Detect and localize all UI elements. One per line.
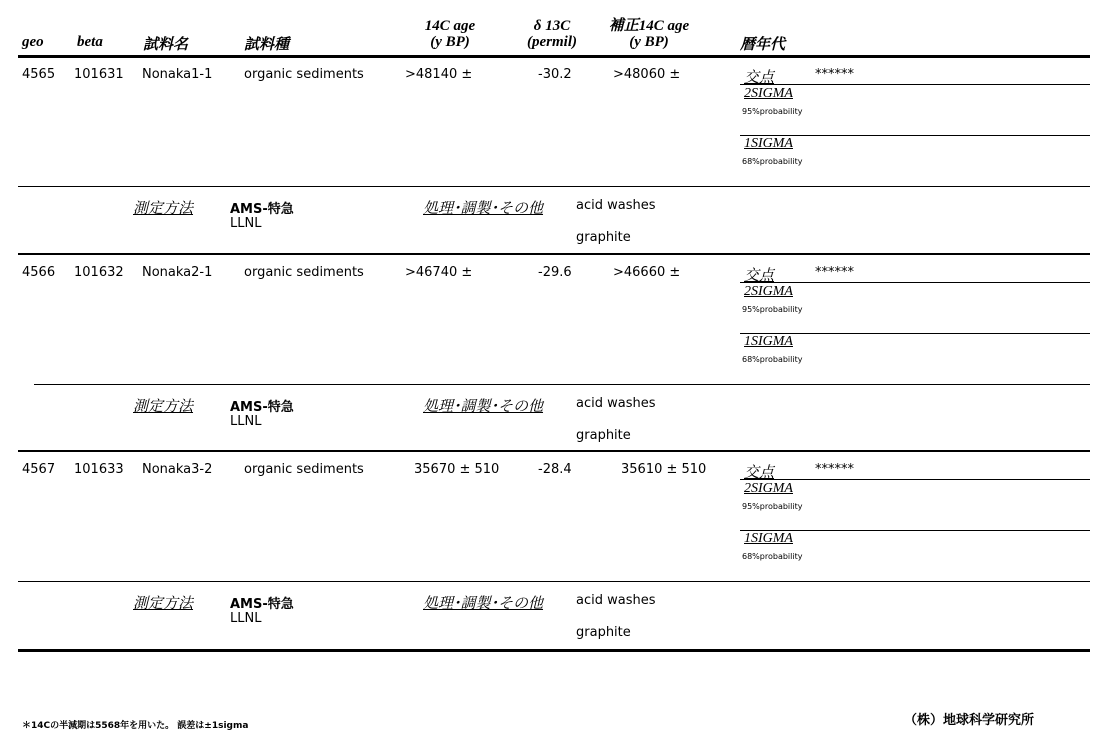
treatment-line1: acid washes <box>576 198 656 213</box>
cell-beta: 101632 <box>74 265 124 280</box>
treatment-label: 処理･調製･その他 <box>423 399 544 415</box>
method-label: 測定方法 <box>133 399 194 415</box>
header-d13c-line2: (permil) <box>527 34 577 50</box>
header-14c-age-line1: 14C age <box>424 18 476 34</box>
cell-14c-age: 35670 ± 510 <box>414 462 500 477</box>
treatment-label: 処理･調製･その他 <box>423 596 544 612</box>
cell-14c-age: >46740 ± <box>405 265 473 280</box>
treatment-label: 処理･調製･その他 <box>423 201 544 217</box>
cell-geo: 4566 <box>22 265 56 280</box>
header-rule <box>18 55 1090 58</box>
record-separator <box>18 450 1090 452</box>
cell-sample-name: Nonaka3-2 <box>142 462 213 477</box>
sigma-rule <box>740 479 1090 480</box>
method-line2: LLNL <box>230 611 262 626</box>
cell-corrected-age: >48060 ± <box>613 67 681 82</box>
header-corrected-line2: (y BP) <box>629 34 669 50</box>
treatment-line1: acid washes <box>576 593 656 608</box>
header-14c-age <box>405 18 495 50</box>
header-d13c <box>512 18 592 50</box>
method-line2: LLNL <box>230 414 262 429</box>
intersect-value: ****** <box>815 462 854 477</box>
intersect-label: 交点 <box>744 465 775 481</box>
cell-geo: 4567 <box>22 462 56 477</box>
sigma1-label: 1SIGMA <box>744 136 793 151</box>
cell-sample-type: organic sediments <box>244 265 364 280</box>
sigma1-prob: 68%probability <box>742 552 803 561</box>
cell-corrected-age: >46660 ± <box>613 265 681 280</box>
sigma2-label: 2SIGMA <box>744 284 793 299</box>
sigma-rule <box>740 282 1090 283</box>
cell-beta: 101631 <box>74 67 124 82</box>
treatment-line2: graphite <box>576 428 631 443</box>
sigma2-prob: 95%probability <box>742 305 803 314</box>
cell-sample-type: organic sediments <box>244 67 364 82</box>
header-14c-age-line2: (y BP) <box>430 34 470 50</box>
sigma1-prob: 68%probability <box>742 157 803 166</box>
cell-beta: 101633 <box>74 462 124 477</box>
sigma2-label: 2SIGMA <box>744 86 793 101</box>
method-line1: AMS-特急 <box>230 400 294 415</box>
method-label: 測定方法 <box>133 201 194 217</box>
sigma2-prob: 95%probability <box>742 502 803 511</box>
treatment-line2: graphite <box>576 230 631 245</box>
header-d13c-line1: δ 13C <box>533 18 571 34</box>
method-line2: LLNL <box>230 216 262 231</box>
header-geo: geo <box>22 34 44 50</box>
record-separator <box>18 253 1090 255</box>
treatment-line2: graphite <box>576 625 631 640</box>
cell-geo: 4565 <box>22 67 56 82</box>
sigma1-label: 1SIGMA <box>744 334 793 349</box>
method-rule <box>34 384 1090 385</box>
cell-d13c: -28.4 <box>538 462 572 477</box>
cell-sample-type: organic sediments <box>244 462 364 477</box>
sigma2-prob: 95%probability <box>742 107 803 116</box>
intersect-label: 交点 <box>744 268 775 284</box>
cell-corrected-age: 35610 ± 510 <box>621 462 707 477</box>
footnote: ＊14Cの半減期は5568年を用いた。 誤差は±1sigma <box>22 721 249 731</box>
method-line1: AMS-特急 <box>230 597 294 612</box>
method-rule <box>18 186 1090 187</box>
header-calendar: 暦年代 <box>740 37 786 53</box>
header-corrected-line1: 補正14C age <box>608 18 690 34</box>
method-line1: AMS-特急 <box>230 202 294 217</box>
sigma1-prob: 68%probability <box>742 355 803 364</box>
cell-sample-name: Nonaka2-1 <box>142 265 213 280</box>
header-sample-name: 試料名 <box>143 37 189 53</box>
cell-d13c: -29.6 <box>538 265 572 280</box>
company-name: （株）地球科学研究所 <box>904 713 1035 728</box>
method-rule <box>18 581 1090 582</box>
sigma2-label: 2SIGMA <box>744 481 793 496</box>
treatment-line1: acid washes <box>576 396 656 411</box>
cell-14c-age: >48140 ± <box>405 67 473 82</box>
header-corrected-age <box>596 18 702 50</box>
table-bottom-rule <box>18 649 1090 652</box>
intersect-value: ****** <box>815 67 854 82</box>
method-label: 測定方法 <box>133 596 194 612</box>
sigma1-label: 1SIGMA <box>744 531 793 546</box>
intersect-label: 交点 <box>744 70 775 86</box>
cell-d13c: -30.2 <box>538 67 572 82</box>
header-sample-type: 試料種 <box>244 37 290 53</box>
header-beta: beta <box>77 34 103 50</box>
sigma-rule <box>740 84 1090 85</box>
intersect-value: ****** <box>815 265 854 280</box>
cell-sample-name: Nonaka1-1 <box>142 67 213 82</box>
